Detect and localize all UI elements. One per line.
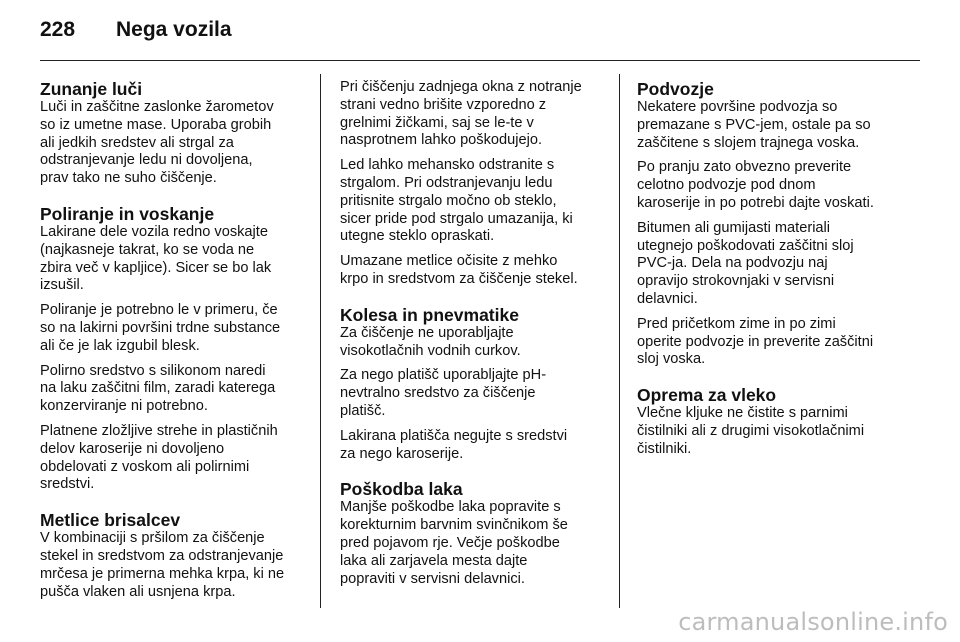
paragraph: Lakirane dele vozila redno voskajte (najkasneje takrat, ko se voda ne zbira več v kapljice). Sicer se bo lak izsušil.: [40, 223, 272, 294]
column-1: [40, 79, 308, 617]
header-rule: [40, 60, 920, 61]
section-heading: Oprema za vleko: [637, 385, 777, 406]
section-towing-equipment: [637, 385, 905, 458]
paragraph: Poliranje je potrebno le v primeru, če so na lakirni površini trdne substance ali če je lak izgubil blesk.: [40, 302, 281, 354]
column-divider-2: [619, 74, 620, 608]
section-heading: Poškodba laka: [340, 479, 463, 500]
paragraph: Za čiščenje ne uporabljajte visokotlačnih vodnih curkov.: [340, 324, 521, 359]
paragraph: Pri čiščenju zadnjega okna z notranje strani vedno brišite vzporedno z grelnimi žičkami, saj se le-te v nasprotnem lahko poškodujejo.: [340, 79, 582, 149]
paragraph: Platnene zložljive strehe in plastičnih delov karoserije ni dovoljeno obdelovati z voskom ali polirnimi sredstvi.: [40, 422, 278, 493]
page-number: 228: [40, 18, 76, 41]
paragraph: Led lahko mehansko odstranite s strgalom. Pri odstranjevanju ledu pritisnite strgalo močno ob steklo, sicer pride pod strgalo umazanija, ki utegne steklo opraskati.: [340, 157, 573, 245]
paragraph: Nekatere površine podvozja so premazane s PVC-jem, ostale pa so zaščitene s slojem trajnega voska.: [637, 99, 871, 151]
section-paint-damage: [340, 479, 608, 588]
paragraph: Za nego platišč uporabljajte pH- nevtralno sredstvo za čiščenje platišč.: [340, 367, 547, 419]
section-exterior-lights: [40, 79, 308, 188]
paragraph: Manjše poškodbe laka popravite s korekturnim barvnim svinčnikom še pred pojavom rje. Večje poškodbe laka ali zarjavela mesta dajte popraviti v servisni delavnici.: [340, 499, 568, 587]
section-heading: Metlice brisalcev: [40, 510, 181, 531]
paragraph: Luči in zaščitne zaslonke žarometov so iz umetne mase. Uporaba grobih ali jedkih sredstev ali strgal za odstranjevanje ledu ni dovoljena, prav tako ne suho čiščenje.: [40, 99, 274, 187]
section-rear-window-continued: [340, 79, 608, 289]
column-3: [637, 79, 905, 475]
paragraph: Vlečne kljuke ne čistite s parnimi čistilniki ali z drugimi visokotlačnimi čistilniki.: [637, 405, 865, 457]
paragraph: Umazane metlice očisite z mehko krpo in sredstvom za čiščenje stekel.: [340, 253, 578, 287]
paragraph: V kombinaciji s pršilom za čiščenje stekel in sredstvom za odstranjevanje mrčesa je primerna mehka krpa, ki ne pušča vlaken ali usnjena krpa.: [40, 530, 285, 600]
section-wheels-tyres: [340, 305, 608, 464]
section-wiper-blades: [40, 510, 308, 601]
page-title: Nega vozila: [116, 18, 232, 41]
paragraph: Polirno sredstvo s silikonom naredi na laku zaščitni film, zaradi katerega konzerviranje ni potrebno.: [40, 362, 276, 415]
column-divider-1: [320, 74, 321, 608]
watermark: carmanualsonline.info: [678, 608, 948, 636]
paragraph: Po pranju zato obvezno preverite celotno podvozje pod dnom karoserije in po potrebi dajte voskati.: [637, 159, 874, 211]
paragraph: Pred pričetkom zime in po zimi operite podvozje in preverite zaščitni sloj voska.: [637, 315, 874, 368]
section-heading: Podvozje: [637, 79, 714, 99]
column-2: [340, 79, 608, 604]
paragraph: Lakirana platišča negujte s sredstvi za nego karoserije.: [340, 427, 568, 462]
section-heading: Zunanje luči: [40, 79, 143, 99]
section-underbody: [637, 79, 905, 369]
section-heading: Poliranje in voskanje: [40, 203, 215, 224]
page-header: [40, 18, 232, 48]
paragraph: Bitumen ali gumijasti materiali utegnejo poškodovati zaščitni sloj PVC-ja. Dela na podvozju naj opravijo strokovnjaki v servisni delavnici.: [637, 219, 854, 307]
section-heading: Kolesa in pnevmatike: [340, 304, 519, 325]
section-polishing-waxing: [40, 204, 308, 494]
